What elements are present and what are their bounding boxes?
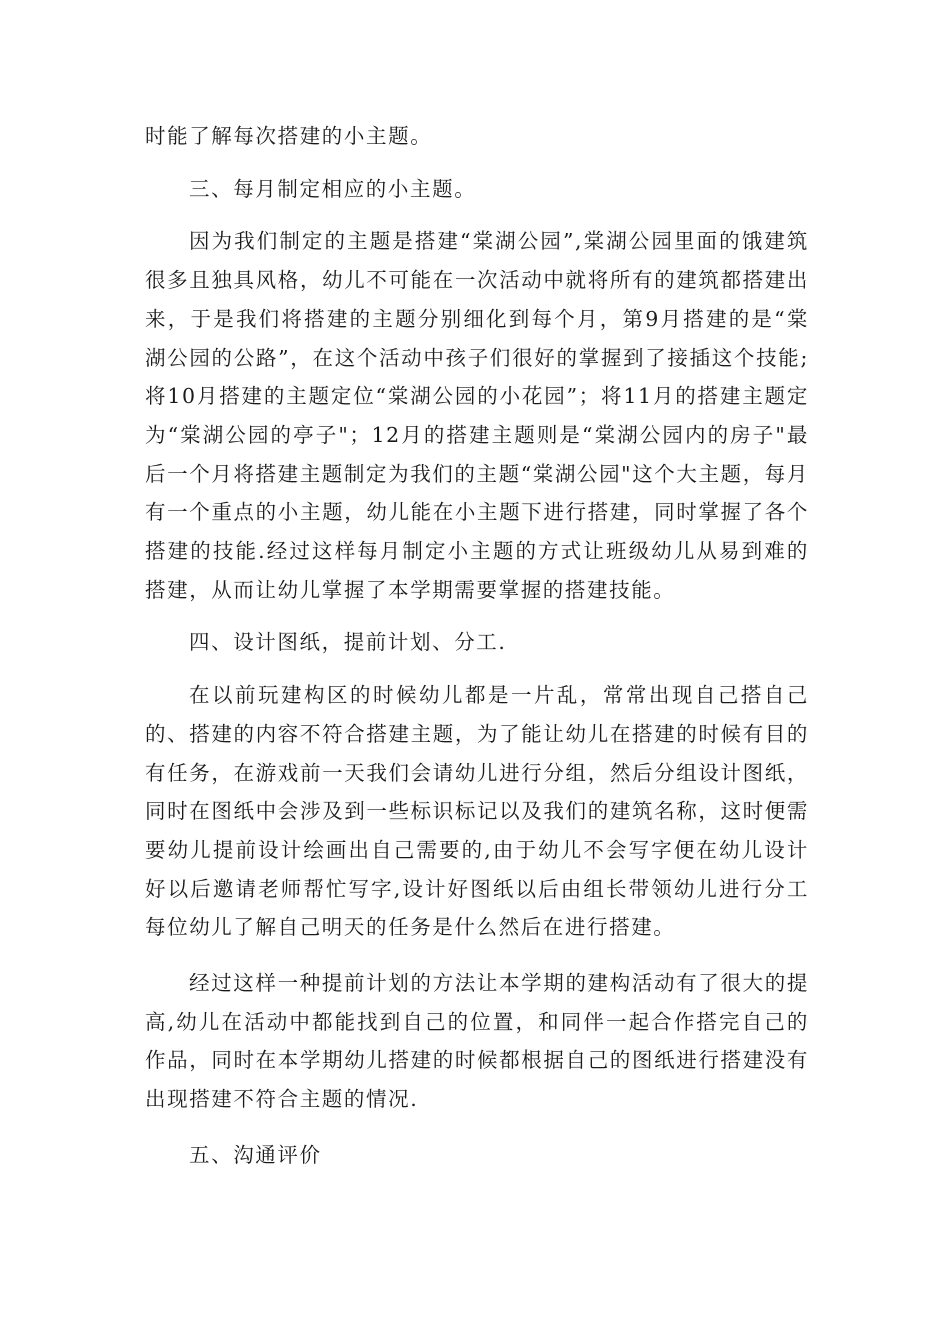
paragraph-design-drawings: 在以前玩建构区的时候幼儿都是一片乱，常常出现自己搭自己的、搭建的内容不符合搭建主题，为了能让幼儿在搭建的时候有目的有任务，在游戏前一天我们会请幼儿进行分组，然后分组设计图纸，同时在图纸中会涉及到一些标识标记以及我们的建筑名称，这时便需要幼儿提前设计绘画出自己需要的,由于幼儿不会写字便在幼儿设计好以后邀请老师帮忙写字,设计好图纸以后由组长带领幼儿进行分工每位幼儿了解自己明天的任务是什么然后在进行搭建。 bbox=[145, 683, 809, 940]
paragraph-monthly-themes: 因为我们制定的主题是搭建“棠湖公园”,棠湖公园里面的饿建筑很多且独具风格，幼儿不可能在一次活动中就将所有的建筑都搭建出来，于是我们将搭建的主题分别细化到每个月，第9月搭建的是“棠湖公园的公路”，在这个活动中孩子们很好的掌握到了接插这个技能;将10月搭建的主题定位“棠湖公园的小花园”；将11月的搭建主题定为“棠湖公园的亭子"；12月的搭建主题则是“棠湖公园内的房子"最后一个月将搭建主题制定为我们的主题“棠湖公园"这个大主题，每月有一个重点的小主题，幼儿能在小主题下进行搭建，同时掌握了各个搭建的技能.经过这样每月制定小主题的方式让班级幼儿从易到难的搭建，从而让幼儿掌握了本学期需要掌握的搭建技能。 bbox=[145, 229, 810, 602]
section-heading-5: 五、沟通评价 bbox=[189, 1142, 322, 1167]
section-heading-4: 四、设计图纸，提前计划、分工. bbox=[189, 630, 507, 655]
section-heading-3: 三、每月制定相应的小主题。 bbox=[189, 176, 477, 201]
paragraph-planning-results: 经过这样一种提前计划的方法让本学期的建构活动有了很大的提高,幼儿在活动中都能找到自己的位置，和同伴一起合作搭完自己的作品，同时在本学期幼儿搭建的时候都根据自己的图纸进行搭建没有出现搭建不符合主题的情况. bbox=[145, 971, 809, 1112]
paragraph-continuation: 时能了解每次搭建的小主题。 bbox=[145, 124, 433, 148]
document-body bbox=[145, 117, 809, 1175]
